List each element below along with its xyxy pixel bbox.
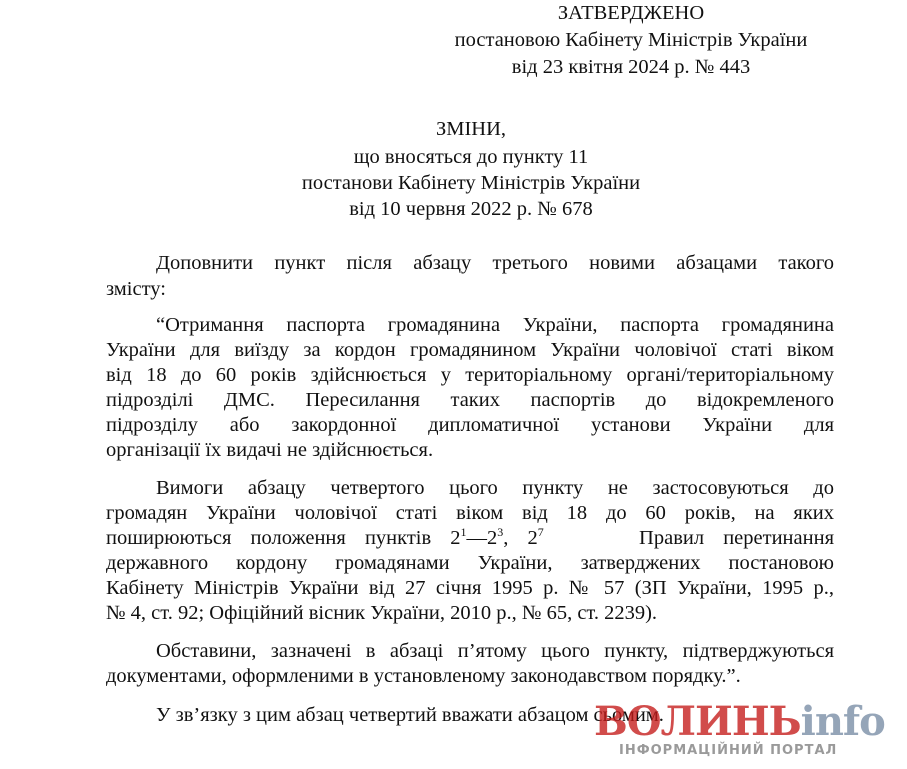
p3-line3-words [106,525,544,551]
paragraph-1-line: змісту: [106,278,166,300]
site-watermark-logo [594,698,907,769]
paragraph-3-line: Вимоги абзацу четвертого цього пункту не застосовуються до [156,477,834,499]
watermark-part-2: info [800,698,885,745]
title-line-2: постанови Кабінету Міністрів України [301,172,641,194]
watermark-wordmark [594,699,885,745]
approval-heading: ЗАТВЕРДЖЕНО [557,2,705,24]
p3-line3-sup-2: 3 [497,525,504,539]
p3-line3-sup-3: 7 [537,525,544,539]
paragraph-2-line: від 18 до 60 років здійснюється у територіальному органі/територіальному [106,364,834,386]
paragraph-3-line: Кабінету Міністрів України від 27 січня 1995 р. № 57 (ЗП України, 1995 р., [106,577,834,599]
p3-line3-text-a: поширюються положення пунктів 2 [106,527,461,549]
paragraph-2-line: організації їх видачі не здійснюється. [106,439,434,461]
paragraph-3-line: державного кордону громадянами України, затверджених постановою [106,552,834,574]
paragraph-5-line: У зв’язку з цим абзац четвертий вважати абзацом сьомим. [156,704,664,726]
p3-line3-text-d: Правил перетинання [639,527,834,549]
paragraph-4-line: Обставини, зазначені в абзаці п’ятому цього пункту, підтверджуються [156,640,834,662]
paragraph-3-line: громадян України чоловічої статі віком від 18 до 60 років, на яких [106,502,834,524]
paragraph-2-line: підрозділі ДМС. Пересилання таких паспортів до відокремленого [106,389,834,411]
paragraph-3-line-with-superscripts [106,525,834,551]
approval-line-2: від 23 квітня 2024 р. № 443 [511,56,751,78]
paragraph-2-line: України для виїзду за кордон громадянином України чоловічої статі віком [106,339,834,361]
p3-line3-sup-1: 1 [460,525,467,539]
title-line-1: що вносяться до пункту 11 [353,146,589,168]
title-line-3: від 10 червня 2022 р. № 678 [349,198,593,220]
paragraph-3-line: № 4, ст. 92; Офіційний вісник України, 2010 р., № 65, ст. 2239). [106,602,658,624]
paragraph-1-line: Доповнити пункт після абзацу третього новими абзацами такого [156,252,834,274]
approval-line-1: постановою Кабінету Міністрів України [454,29,808,51]
document-title: ЗМІНИ, [435,118,507,140]
paragraph-2-line: підрозділу або закордонної дипломатичної установи України для [106,414,834,436]
p3-line3-text-b: —2 [466,527,498,549]
p3-line3-text-c: , 2 [503,527,538,549]
watermark-subtitle: ІНФОРМАЦІЙНИЙ ПОРТАЛ [619,743,838,758]
watermark-part-1: ВОЛИНЬ [594,698,801,745]
paragraph-4-line: документами, оформленими в установленому законодавством порядку.”. [106,665,741,687]
paragraph-2-line: “Отримання паспорта громадянина України, паспорта громадянина [156,314,834,336]
